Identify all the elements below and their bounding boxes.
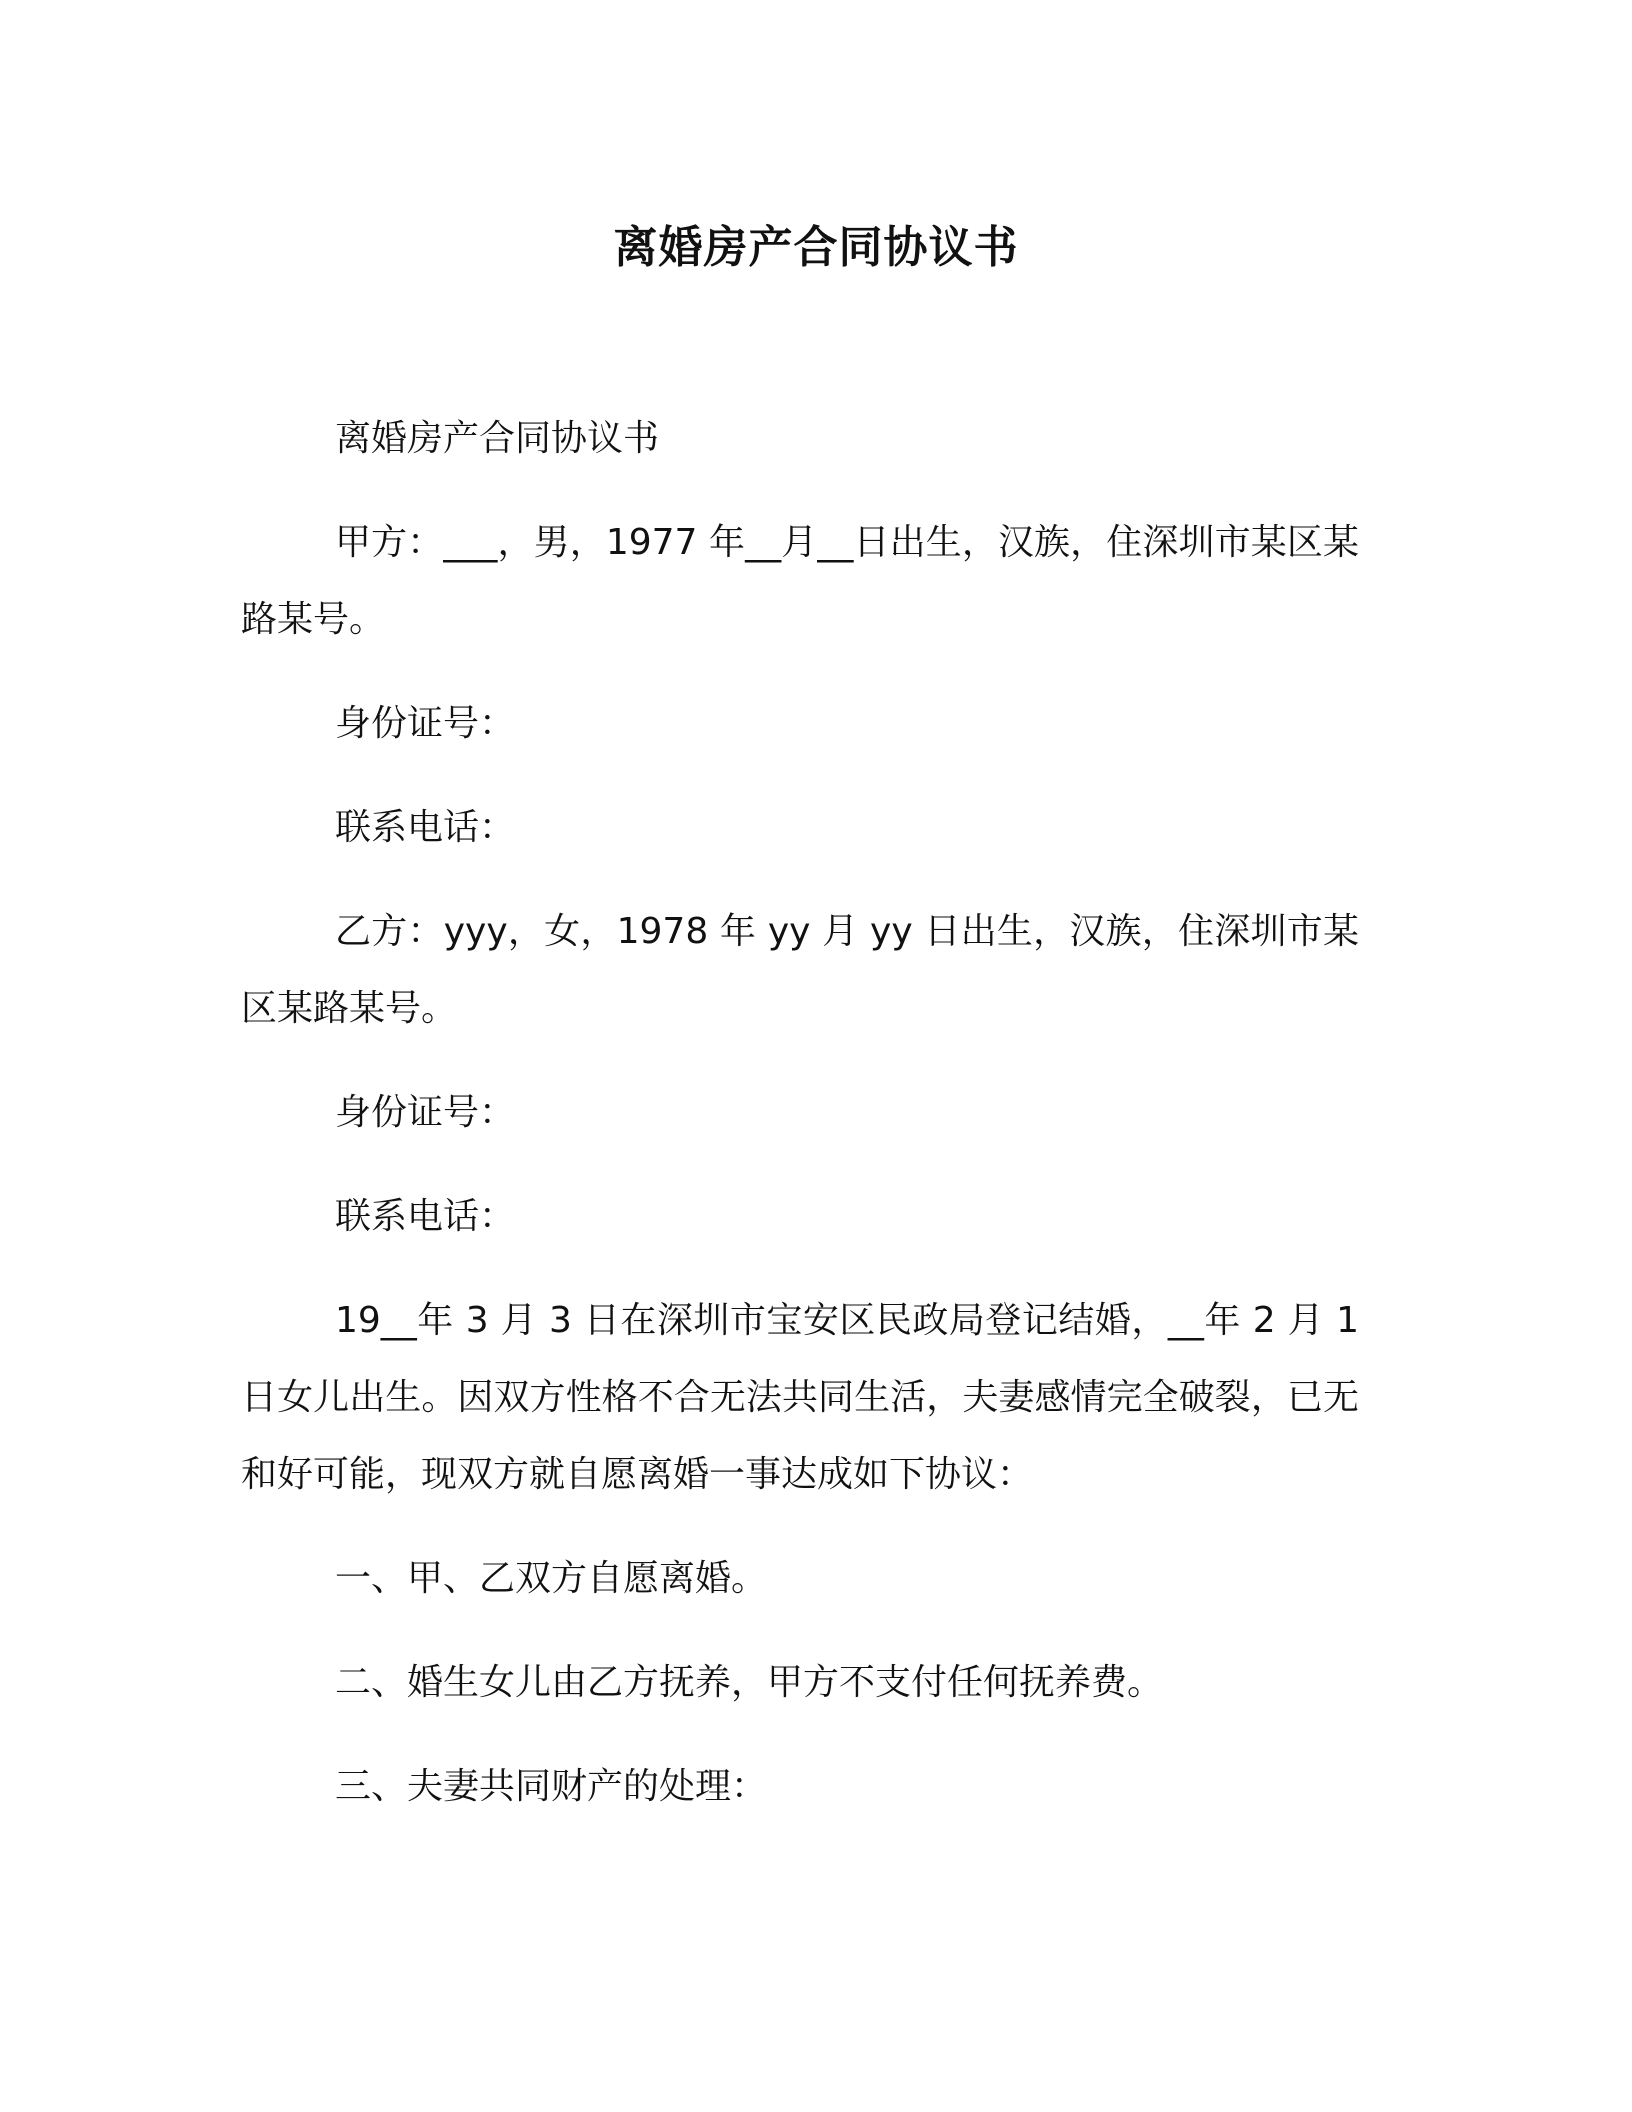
paragraph-marriage-background: 19__年 3 月 3 日在深圳市宝安区民政局登记结婚，__年 2 月 1 日女儿出生。因双方性格不合无法共同生活，夫妻感情完全破裂，已无和好可能，现双方就自愿离婚一事达成如下协议： [241, 1300, 1359, 1495]
paragraph-party-b-phone: 联系电话： [335, 1196, 516, 1237]
paragraph-party-b: 乙方：yyy，女，1978 年 yy 月 yy 日出生，汉族，住深圳市某区某路某号。 [241, 911, 1359, 1029]
paragraph-clause-3: 三、夫妻共同财产的处理： [335, 1766, 768, 1807]
paragraph-clause-2: 二、婚生女儿由乙方抚养，甲方不支付任何抚养费。 [335, 1662, 1164, 1703]
paragraph-party-a: 甲方：___，男，1977 年__月__日出生，汉族，住深圳市某区某路某号。 [241, 522, 1359, 640]
paragraph-party-b-id: 身份证号： [335, 1092, 516, 1133]
paragraph-clause-1: 一、甲、乙双方自愿离婚。 [335, 1558, 768, 1599]
paragraph-party-a-phone: 联系电话： [335, 807, 516, 848]
document-body [241, 400, 1359, 1852]
paragraph-subtitle: 离婚房产合同协议书 [335, 418, 660, 459]
paragraph-party-a-id: 身份证号： [335, 703, 516, 744]
document-title: 离婚房产合同协议书 [613, 222, 1019, 273]
